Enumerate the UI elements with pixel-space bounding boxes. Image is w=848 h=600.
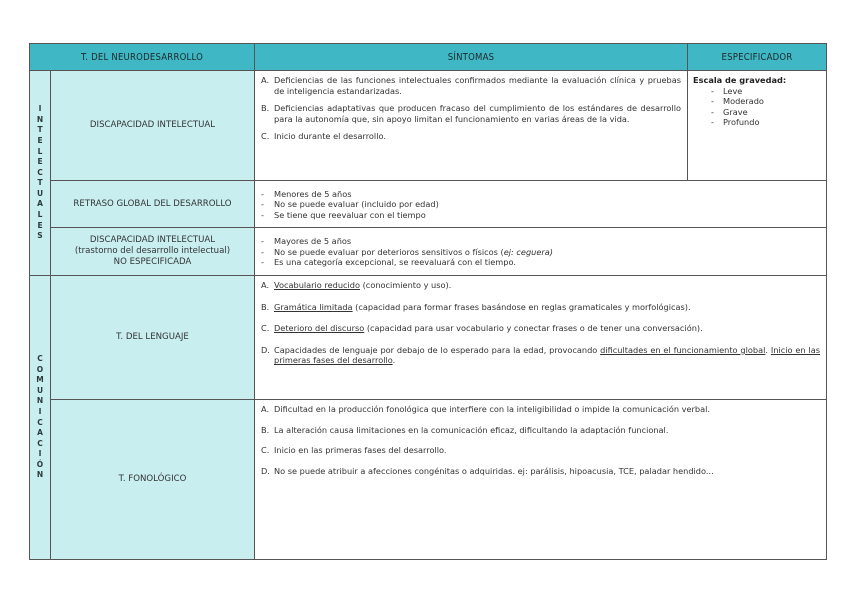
symptoms-cell: A. Vocabulario reducido (conocimiento y uso). B. Gramática limitada (capacidad para formar frases basándose en reglas gramaticales y morfológicas). C. Deterioro del discurso (capacidad para usar vocabulario y conectar frases o de tener una conversación). D. Capacidades de lenguaje por debajo de lo esperado para la edad, provocando dificultades en el funcionamiento global. Inicio en las primeras fases del desarrollo. bbox=[255, 276, 827, 400]
row-retraso-global bbox=[30, 181, 827, 228]
disorder-name: DISCAPACIDAD INTELECTUAL bbox=[51, 71, 255, 181]
disorder-name: T. DEL LENGUAJE bbox=[51, 276, 255, 400]
disorder-name: RETRASO GLOBAL DEL DESARROLLO bbox=[51, 181, 255, 228]
row-discapacidad-intelectual bbox=[30, 71, 827, 181]
group-label-comunicacion: C O M U N I C A C I Ó N bbox=[30, 276, 51, 560]
symptoms-cell: A. Dificultad en la producción fonológica que interfiere con la inteligibilidad o impide la comunicación verbal. B. La alteración causa limitaciones en la comunicación eficaz, dificultando la adaptación funcional. C. Inicio en las primeras fases del desarrollo. D. No se puede atribuir a afecciones congénitas o adquiridas. ej: parálisis, hipoacusia, TCE, paladar hendido... bbox=[255, 400, 827, 560]
row-di-no-especificada bbox=[30, 228, 827, 276]
disorder-name: DISCAPACIDAD INTELECTUAL (trastorno del desarrollo intelectual) NO ESPECIFICADA bbox=[51, 228, 255, 276]
neurodevelopment-table bbox=[29, 43, 827, 560]
severity-scale-title: Escala de gravedad: bbox=[693, 75, 787, 85]
symptoms-cell: - Menores de 5 años - No se puede evaluar (incluido por edad) - Se tiene que reevaluar con el tiempo bbox=[255, 181, 827, 228]
row-lenguaje bbox=[30, 276, 827, 400]
header-row bbox=[30, 44, 827, 71]
group-label-intelectuales: I N T E L E C T U A L E S bbox=[30, 71, 51, 276]
severity-list: - Leve - Moderado - Grave - Profundo bbox=[711, 85, 764, 128]
header-disorder: T. DEL NEURODESARROLLO bbox=[30, 44, 255, 71]
row-fonologico bbox=[30, 400, 827, 560]
specifier-cell bbox=[688, 71, 827, 181]
symptom-item: C. Inicio durante el desarrollo. bbox=[261, 131, 386, 142]
symptoms-cell: - Mayores de 5 años - No se puede evaluar por deterioros sensitivos o físicos (ej: ceguera) - Es una categoría excepcional, se reevaluará con el tiempo. bbox=[255, 228, 827, 276]
header-symptoms: SÍNTOMAS bbox=[255, 44, 688, 71]
symptoms-cell bbox=[255, 71, 688, 181]
disorder-name: T. FONOLÓGICO bbox=[51, 400, 255, 560]
symptom-item: A. Deficiencias de las funciones intelectuales confirmados mediante la evaluación clínica y pruebas de inteligencia estandarizadas. bbox=[261, 75, 681, 96]
header-specifier: ESPECIFICADOR bbox=[688, 44, 827, 71]
symptom-item: B. Deficiencias adaptativas que producen fracaso del cumplimiento de los estándares de desarrollo para la autonomía que, sin apoyo limitan el funcionamiento en varias áreas de la vida. bbox=[261, 103, 681, 124]
